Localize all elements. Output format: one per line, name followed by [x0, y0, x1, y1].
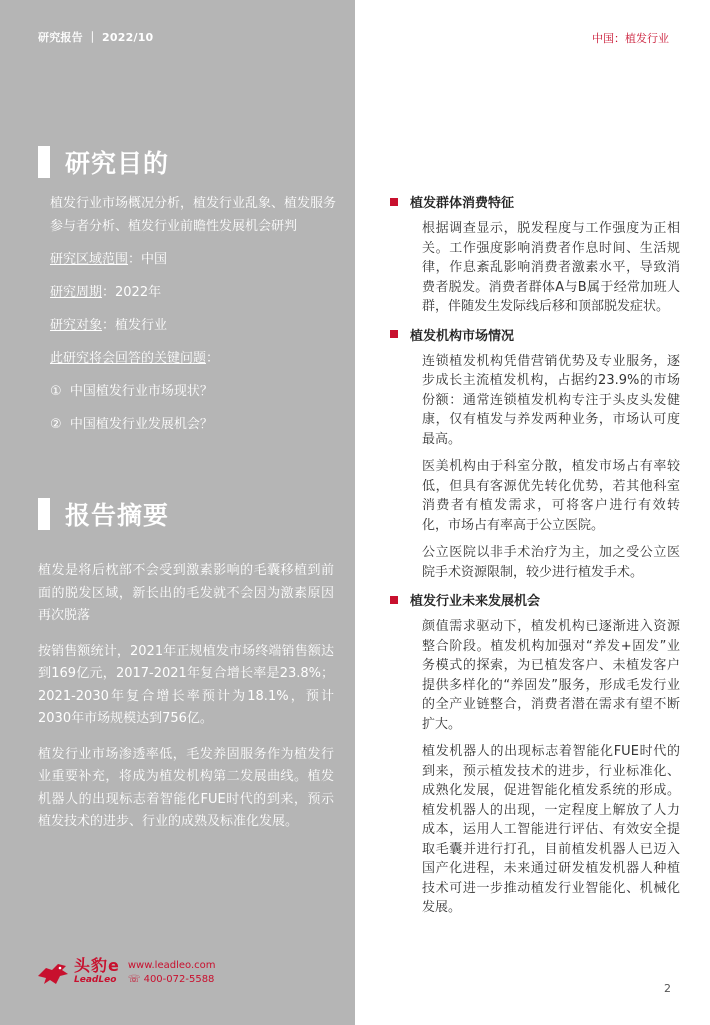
object-value: ：植发行业	[102, 318, 168, 333]
bullet-square-icon	[390, 596, 398, 604]
purpose-section-title	[38, 144, 169, 180]
section-paragraph: 根据调查显示，脱发程度与工作强度为正相关。工作强度影响消费者作息时间、生活规律，作息紊乱影响消费者激素水平，导致消费者脱发。消费者群体A与B属于经常加班人群，伴随发生发际线后移和顶部脱发症状。	[422, 221, 680, 314]
section-heading	[390, 192, 680, 211]
section-paragraph: 医美机构由于科室分散，植发市场占有率较低，但具有客源优先转化优势，若其他科室消费者有植发需求，可将客户进行有效转化，市场占有率高于公立医院。	[422, 459, 680, 533]
future-opportunity-section	[390, 590, 680, 918]
period-value: ：2022年	[102, 285, 162, 300]
brand-mark: e	[108, 956, 120, 975]
bullet-square-icon	[390, 330, 398, 338]
contact-info	[128, 959, 216, 987]
right-content	[390, 192, 680, 926]
title-bar-decoration	[38, 498, 50, 530]
leopard-logo-icon	[36, 958, 70, 988]
research-period	[50, 281, 340, 304]
section-paragraph: 植发机器人的出现标志着智能化FUE时代的到来，预示植发技术的进步，行业标准化、成熟化发展，促进智能化植发系统的形成。植发机器人的出现，一定程度上解放了人力成本，运用人工智能进行评估、有效安全提取毛囊并进行打孔，目前植发机器人已迈入国产化进程，未来通过研发植发机器人种植技术可进一步推动植发行业智能化、机械化发展。	[422, 744, 680, 915]
section-heading	[390, 590, 680, 609]
report-header-label: 研究报告 ｜ 2022/10	[38, 31, 154, 44]
summary-section-title	[38, 496, 169, 532]
section-paragraph: 公立医院以非手术治疗为主，加之受公立医院手术资源限制，较少进行植发手术。	[422, 545, 680, 580]
question-item	[50, 380, 340, 403]
summary-paragraph: 植发是将后枕部不会受到激素影响的毛囊移植到前面的脱发区域，新长出的毛发就不会因为激素原因再次脱落	[38, 563, 334, 623]
brand-cn: 头豹	[74, 956, 109, 975]
question-text: 中国植发行业市场现状？	[69, 384, 213, 399]
section-heading	[390, 325, 680, 344]
page-number: 2	[664, 982, 671, 995]
questions-colon: ：	[206, 351, 220, 366]
section-paragraph: 连锁植发机构凭借营销优势及专业服务，逐步成长主流植发机构，占据约23.9%的市场份额：通常连锁植发机构专注于头皮头发健康，仅有植发与养发两种业务，市场认可度最高。	[422, 353, 680, 447]
research-object	[50, 314, 340, 337]
section-heading-text: 植发群体消费特征	[410, 196, 515, 211]
phone-text: 400-072-5588	[143, 974, 215, 985]
region-label: 研究区域范围	[50, 252, 129, 267]
region-value: ：中国	[128, 252, 168, 267]
website-text: www.leadleo.com	[127, 960, 216, 971]
question-item	[50, 413, 340, 436]
consumer-features-section	[390, 192, 680, 317]
phone-icon: ☏	[127, 974, 141, 985]
leadleo-logo	[36, 958, 216, 988]
purpose-intro: 植发行业市场概况分析，植发行业乱象、植发服务参与者分析、植发行业前瞻性发展机会研判	[50, 196, 337, 234]
question-number: ②	[50, 417, 62, 432]
purpose-content	[50, 192, 340, 446]
key-questions-heading	[50, 347, 340, 370]
period-label: 研究周期	[50, 285, 103, 300]
summary-content	[38, 560, 334, 847]
industry-header-label: 中国：植发行业	[592, 32, 669, 45]
summary-title: 报告摘要	[65, 501, 170, 530]
question-number: ①	[50, 384, 62, 399]
section-paragraph: 颜值需求驱动下，植发机构已逐渐进入资源整合阶段。植发机构加强对“养发+固发”业务模式的探索，为已植发客户、未植发客户提供多样化的“养固发”服务，形成毛发行业的全产业链整合，消费者潜在需求有望不断扩大。	[422, 619, 680, 732]
purpose-title: 研究目的	[65, 149, 170, 178]
research-region	[50, 248, 340, 271]
section-heading-text: 植发机构市场情况	[410, 328, 515, 344]
question-text: 中国植发行业发展机会？	[69, 417, 213, 432]
section-heading-text: 植发行业未来发展机会	[410, 594, 541, 609]
bullet-square-icon	[390, 198, 398, 206]
brand-name	[74, 956, 120, 987]
summary-paragraph: 按销售额统计，2021年正规植发市场终端销售额达到169亿元，2017-2021年复合增长率是23.8%；2021-2030年复合增长率预计为18.1%，预计2030年市场规模达到756亿。	[38, 643, 334, 726]
phone-line	[128, 973, 216, 987]
summary-paragraph: 植发行业市场渗透率低，毛发养固服务作为植发行业重要补充，将成为植发机构第二发展曲线。植发机器人的出现标志着智能化FUE时代的到来，预示植发技术的进步、行业的成熟及标准化发展。	[38, 746, 334, 829]
questions-label: 此研究将会回答的关键问题	[50, 351, 207, 366]
institution-market-section	[390, 325, 680, 583]
object-label: 研究对象	[50, 318, 103, 333]
title-bar-decoration	[38, 146, 50, 178]
brand-en: LeadLeo	[74, 975, 117, 985]
